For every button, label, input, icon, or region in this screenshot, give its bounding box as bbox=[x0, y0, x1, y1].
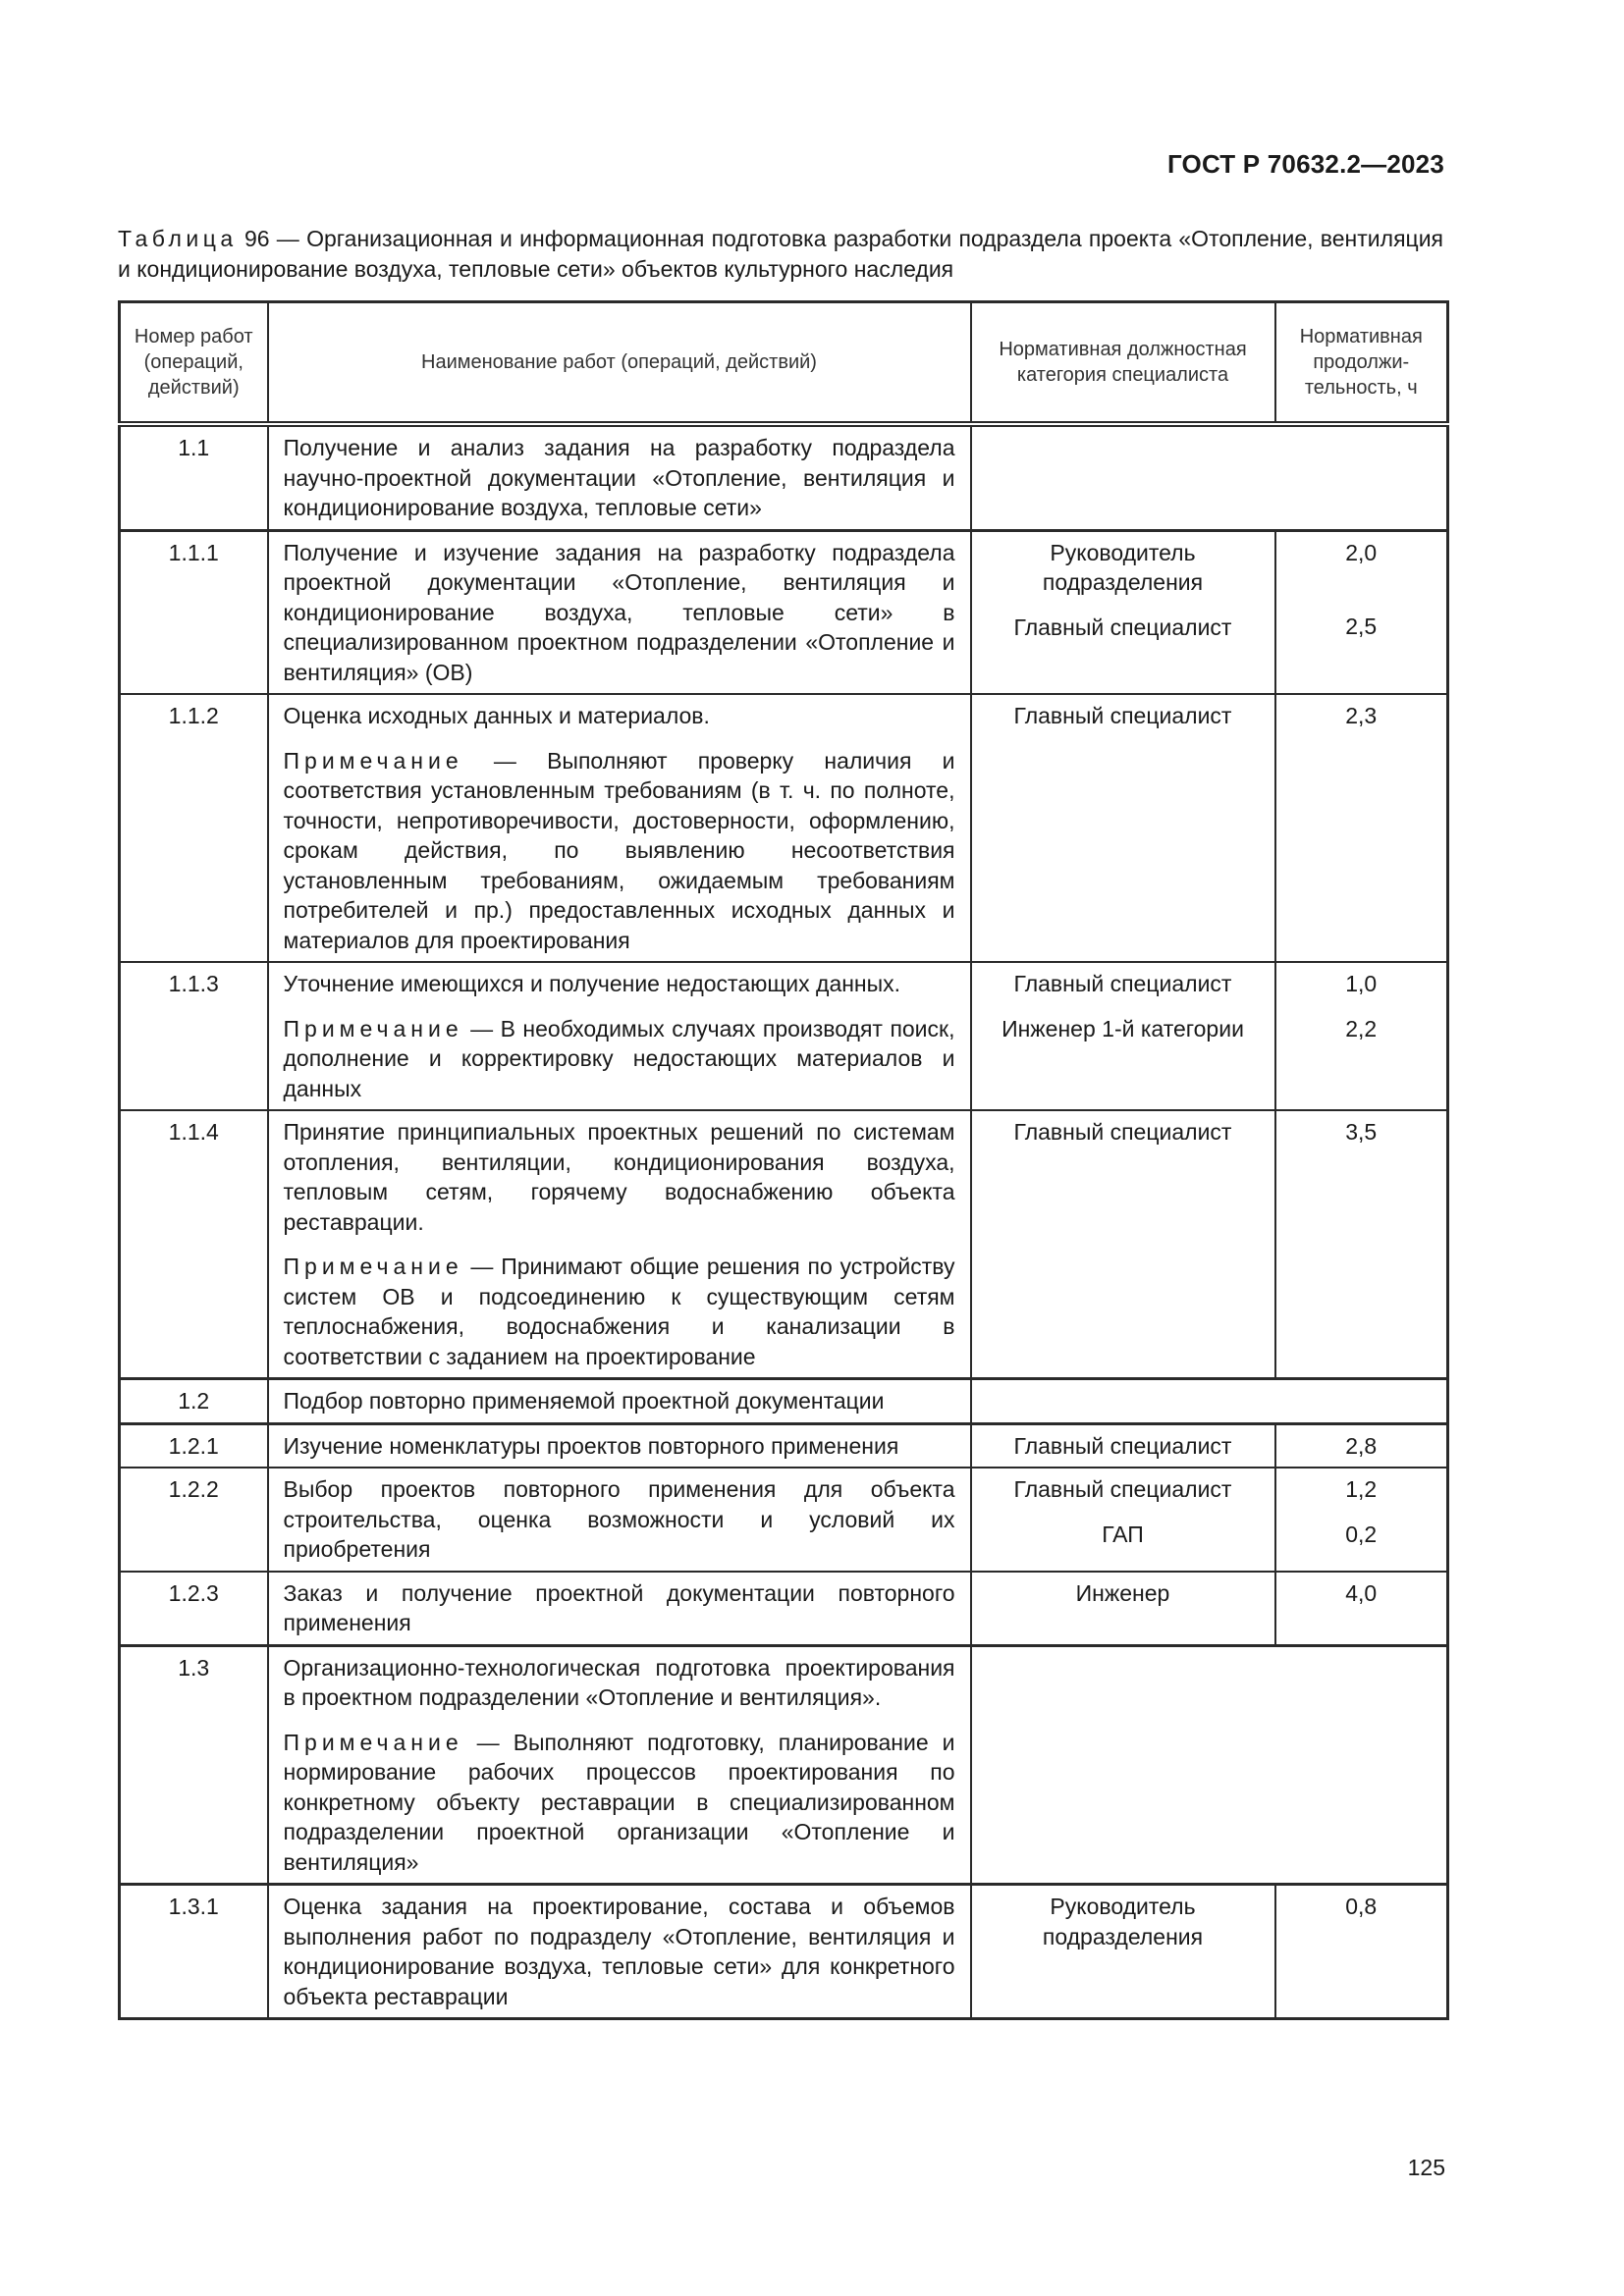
col-header-duration: Нормативная продолжи-тельность, ч bbox=[1275, 302, 1448, 425]
specialist-category: Главный специалист bbox=[1013, 1119, 1232, 1145]
duration-value: 2,3 bbox=[1345, 703, 1378, 728]
col-header-category: Нормативная должностная категория специалиста bbox=[971, 302, 1275, 425]
work-name-text: Заказ и получение проектной документации повторного применения bbox=[283, 1579, 955, 1635]
specialist-category: Инженер bbox=[1075, 1579, 1170, 1606]
cell-work-number: 1.3 bbox=[120, 1645, 268, 1885]
cell-work-number: 1.2.2 bbox=[120, 1468, 268, 1572]
cell-work-number: 1.2.1 bbox=[120, 1423, 268, 1468]
table-row bbox=[120, 1423, 1448, 1468]
table-caption bbox=[118, 224, 1443, 285]
note-label: Примечание bbox=[283, 747, 463, 774]
cell-duration bbox=[1275, 1572, 1448, 1646]
cell-duration bbox=[1275, 1468, 1448, 1572]
cell-work-number: 1.1.3 bbox=[120, 962, 268, 1110]
cell-merged-empty bbox=[971, 1645, 1448, 1885]
cell-specialist-category bbox=[971, 1572, 1275, 1646]
table-row bbox=[120, 1885, 1448, 2019]
cell-work-name bbox=[268, 1468, 971, 1572]
work-name-text: Изучение номенклатуры проектов повторного применения bbox=[283, 1432, 899, 1459]
table-header-row bbox=[120, 302, 1448, 425]
note-text: — Принимают общие решения по устройству систем ОВ и подсоединению к существующим сетям теплоснабжения, водоснабжения и канализации в соответствии с заданием на проектирование bbox=[283, 1254, 955, 1369]
work-name-text: Организационно-технологическая подготовка проектирования в проектном подразделении «Отопление и вентиляция». bbox=[283, 1654, 955, 1710]
cell-work-name bbox=[268, 1645, 971, 1885]
specialist-category: Главный специалист bbox=[1013, 614, 1232, 640]
work-name-text: Получение и изучение задания на разработку подраздела проектной документации «Отопление, вентиляция и кондиционирование воздуха, тепловые сети» в специализированном проектном подразделении «Отопление и вентиляция» (ОВ) bbox=[283, 539, 955, 685]
cell-duration bbox=[1275, 1885, 1448, 2019]
cell-work-name bbox=[268, 1423, 971, 1468]
cell-work-name bbox=[268, 530, 971, 694]
cell-work-number: 1.2.3 bbox=[120, 1572, 268, 1646]
note-text: — В необходимых случаях производят поиск, дополнение и корректировку недостающих материалов и данных bbox=[283, 1015, 955, 1101]
duration-value: 0,8 bbox=[1345, 1894, 1378, 1919]
work-name-text: Получение и анализ задания на разработку подраздела научно-проектной документации «Отопление, вентиляция и кондиционирование воздуха, тепловые сети» bbox=[283, 435, 955, 520]
table-row bbox=[120, 424, 1448, 530]
document-code: ГОСТ Р 70632.2—2023 bbox=[1166, 149, 1444, 179]
specialist-category: Руководитель подразделения bbox=[1042, 1894, 1204, 1949]
duration-value: 1,2 bbox=[1345, 1476, 1378, 1502]
norms-table bbox=[118, 300, 1449, 2020]
cell-work-name bbox=[268, 1110, 971, 1379]
specialist-category: Главный специалист bbox=[1013, 703, 1232, 728]
work-name-text: Уточнение имеющихся и получение недостающих данных. bbox=[283, 971, 901, 996]
cell-specialist-category bbox=[971, 1110, 1275, 1379]
specialist-category: Руководитель подразделения bbox=[1042, 539, 1204, 595]
note-paragraph bbox=[284, 1014, 955, 1104]
work-name-text: Оценка задания на проектирование, состава и объемов выполнения работ по подразделу «Отопление, вентиляция и кондиционирование воздуха, тепловые сети» для конкретного объекта реставрации bbox=[283, 1894, 955, 2009]
duration-value: 2,0 bbox=[1345, 539, 1378, 565]
cell-merged-empty bbox=[971, 424, 1448, 530]
duration-value: 2,2 bbox=[1345, 1015, 1378, 1041]
duration-value: 0,2 bbox=[1345, 1521, 1378, 1547]
cell-specialist-category bbox=[971, 694, 1275, 962]
table-row bbox=[120, 1572, 1448, 1646]
page-number: 125 bbox=[1407, 2155, 1445, 2180]
caption-text: 96 — Организационная и информационная подготовка разработки подраздела проекта «Отопление, вентиляция и кондиционирование воздуха, тепловые сети» объектов культурного наследия bbox=[118, 226, 1443, 282]
specialist-category: Главный специалист bbox=[1013, 1432, 1232, 1459]
note-text: — Выполняют проверку наличия и соответствия установленным требованиям (в т. ч. по полноте, точности, непротиворечивости, достоверности, оформлению, срокам действия, по выявлению несоответствия установленным требованиям, ожидаемым требованиям потребителей и пр.) предоставленных исходных данных и материалов для проектирования bbox=[283, 747, 955, 953]
note-label: Примечание bbox=[283, 1254, 463, 1279]
cell-specialist-category bbox=[971, 1468, 1275, 1572]
duration-value: 3,5 bbox=[1345, 1119, 1378, 1145]
cell-specialist-category bbox=[971, 530, 1275, 694]
cell-work-number: 1.3.1 bbox=[120, 1885, 268, 2019]
specialist-category: Инженер 1-й категории bbox=[1001, 1015, 1244, 1041]
cell-work-number: 1.1 bbox=[120, 424, 268, 530]
note-text: — Выполняют подготовку, планирование и нормирование рабочих процессов проектирования по конкретному объекту реставрации в специализированном подразделении проектной организации «Отопление и вентиляция» bbox=[283, 1729, 955, 1875]
duration-value: 2,5 bbox=[1345, 614, 1378, 639]
cell-duration bbox=[1275, 1110, 1448, 1379]
cell-work-number: 1.2 bbox=[120, 1379, 268, 1424]
cell-work-name bbox=[268, 424, 971, 530]
table-row bbox=[120, 694, 1448, 962]
cell-specialist-category bbox=[971, 962, 1275, 1110]
table-row bbox=[120, 1468, 1448, 1572]
cell-specialist-category bbox=[971, 1423, 1275, 1468]
cell-work-number: 1.1.1 bbox=[120, 530, 268, 694]
caption-label: Таблица bbox=[118, 226, 238, 251]
work-name-text: Оценка исходных данных и материалов. bbox=[283, 703, 710, 728]
table-row bbox=[120, 1379, 1448, 1424]
cell-work-name bbox=[268, 694, 971, 962]
table-row bbox=[120, 1110, 1448, 1379]
cell-work-name bbox=[268, 1379, 971, 1424]
cell-work-name bbox=[268, 962, 971, 1110]
duration-value: 2,8 bbox=[1345, 1432, 1378, 1459]
col-header-number: Номер работ (операций, действий) bbox=[120, 302, 268, 425]
specialist-category: ГАП bbox=[1102, 1521, 1144, 1547]
table-row bbox=[120, 962, 1448, 1110]
specialist-category: Главный специалист bbox=[1013, 1476, 1232, 1502]
cell-duration bbox=[1275, 1423, 1448, 1468]
duration-value: 4,0 bbox=[1345, 1579, 1378, 1606]
note-paragraph bbox=[284, 1728, 955, 1878]
note-paragraph bbox=[284, 1252, 955, 1371]
table-body bbox=[120, 424, 1448, 2019]
cell-work-number: 1.1.4 bbox=[120, 1110, 268, 1379]
specialist-category: Главный специалист bbox=[1013, 971, 1232, 996]
cell-specialist-category bbox=[971, 1885, 1275, 2019]
note-label: Примечание bbox=[283, 1729, 463, 1755]
col-header-name: Наименование работ (операций, действий) bbox=[268, 302, 971, 425]
work-name-text: Принятие принципиальных проектных решений по системам отопления, вентиляции, кондиционирования воздуха, тепловым сетям, горячему водоснабжению объекта реставрации. bbox=[283, 1119, 955, 1235]
table-row bbox=[120, 530, 1448, 694]
cell-duration bbox=[1275, 694, 1448, 962]
table-row bbox=[120, 1645, 1448, 1885]
cell-work-number: 1.1.2 bbox=[120, 694, 268, 962]
cell-duration bbox=[1275, 962, 1448, 1110]
cell-work-name bbox=[268, 1572, 971, 1646]
work-name-text: Подбор повторно применяемой проектной документации bbox=[283, 1388, 885, 1414]
note-label: Примечание bbox=[283, 1015, 463, 1041]
work-name-text: Выбор проектов повторного применения для объекта строительства, оценка возможности и условий их приобретения bbox=[283, 1476, 955, 1562]
cell-work-name bbox=[268, 1885, 971, 2019]
cell-duration bbox=[1275, 530, 1448, 694]
cell-merged-empty bbox=[971, 1379, 1448, 1424]
duration-value: 1,0 bbox=[1345, 971, 1378, 996]
note-paragraph bbox=[284, 746, 955, 956]
